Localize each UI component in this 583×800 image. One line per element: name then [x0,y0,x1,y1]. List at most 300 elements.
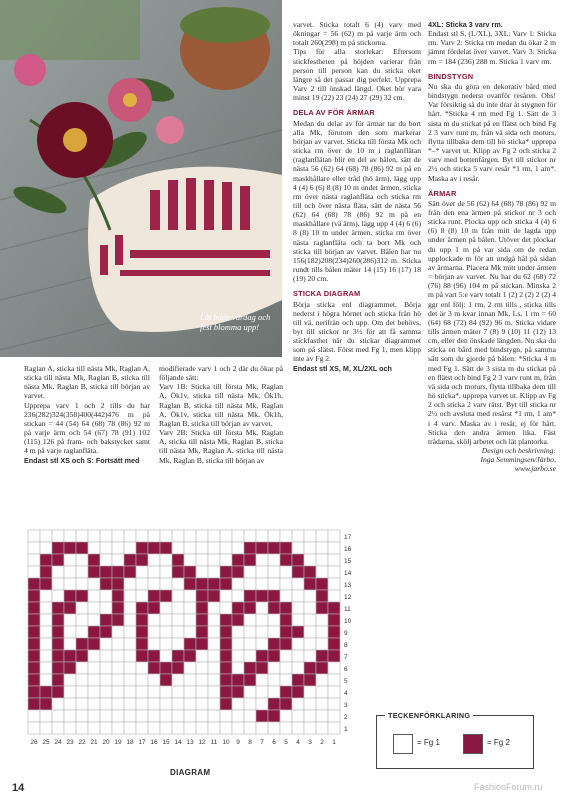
chart-col-label: 21 [90,739,98,746]
chart-cell [304,578,316,590]
chart-cell [208,674,220,686]
chart-cell [136,542,148,554]
chart-cell [232,614,244,626]
chart-cell [184,530,196,542]
chart-col-label: 2 [320,739,324,746]
chart-cell [328,650,340,662]
chart-row-label: 17 [344,534,352,541]
chart-col-label: 19 [114,739,122,746]
chart-cell [208,638,220,650]
chart-cell [328,626,340,638]
chart-cell [88,686,100,698]
chart-cell [100,650,112,662]
chart-cell [220,626,232,638]
chart-cell [256,542,268,554]
chart-cell [304,686,316,698]
chart-cell [304,626,316,638]
chart-cell [172,650,184,662]
chart-cell [88,710,100,722]
chart-cell [292,722,304,734]
chart-cell [148,638,160,650]
paragraph: Upprepa varv 1 och 2 tills du har 236(282)324(358)400(442)476 m på stickan = 44 (54) 64 (68) 78 (86) 92 m på varje ärm och 54 (67) 78 (91) 102 (115) 126 på fram- och bakstycket samt 4 m på varje raglanfläta. [24,400,150,456]
chart-cell [28,662,40,674]
chart-cell [28,626,40,638]
chart-col-label: 15 [162,739,170,746]
chart-cell [64,566,76,578]
chart-cell [316,686,328,698]
chart-cell [208,542,220,554]
chart-cell [136,698,148,710]
chart-title: DIAGRAM [170,768,211,777]
chart-cell [100,614,112,626]
chart-cell [112,602,124,614]
chart-cell [304,566,316,578]
chart-cell [136,674,148,686]
chart-cell [316,722,328,734]
chart-row-label: 15 [344,558,352,565]
chart-cell [232,542,244,554]
chart-row-label: 16 [344,546,352,553]
chart-cell [208,698,220,710]
chart-cell [40,662,52,674]
chart-cell [100,638,112,650]
chart-cell [268,650,280,662]
chart-cell [52,686,64,698]
chart-col-label: 12 [198,739,206,746]
chart-cell [184,686,196,698]
chart-cell [256,566,268,578]
chart-cell [244,566,256,578]
chart-cell [244,614,256,626]
text-column-1 [24,364,150,465]
chart-cell [184,578,196,590]
chart-cell [184,698,196,710]
chart-cell [52,566,64,578]
chart-cell [64,650,76,662]
chart-col-label: 14 [174,739,182,746]
chart-cell [88,542,100,554]
chart-cell [280,566,292,578]
chart-cell [256,698,268,710]
chart-cell [208,662,220,674]
chart-cell [64,602,76,614]
chart-cell [184,542,196,554]
text-column-4 [428,20,556,474]
chart-cell [304,614,316,626]
chart-cell [112,614,124,626]
chart-cell [76,566,88,578]
chart-cell [220,542,232,554]
chart-cell [292,566,304,578]
chart-cell [292,674,304,686]
chart-cell [136,626,148,638]
chart-cell [28,602,40,614]
chart-cell [172,626,184,638]
chart-cell [88,674,100,686]
chart-cell [328,638,340,650]
flowers-photo [0,0,282,357]
chart-cell [184,602,196,614]
chart-cell [40,542,52,554]
chart-cell [172,554,184,566]
chart-cell [208,650,220,662]
chart-cell [88,638,100,650]
chart-cell [268,626,280,638]
chart-col-label: 25 [42,739,50,746]
chart-cell [304,662,316,674]
chart-col-label: 24 [54,739,62,746]
chart-cell [232,638,244,650]
legend-swatch-fg1 [393,734,413,754]
chart-cell [52,650,64,662]
chart-cell [316,710,328,722]
chart-cell [64,554,76,566]
chart-col-label: 18 [126,739,134,746]
chart-cell [304,554,316,566]
chart-cell [76,710,88,722]
chart-cell [160,650,172,662]
chart-cell [220,602,232,614]
chart-cell [256,722,268,734]
chart-cell [124,602,136,614]
chart-cell [256,614,268,626]
chart-cell [256,578,268,590]
chart-cell [268,566,280,578]
chart-cell [172,578,184,590]
chart-cell [280,530,292,542]
chart-cell [208,554,220,566]
chart-cell [52,602,64,614]
chart-cell [160,566,172,578]
chart-col-label: 8 [248,739,252,746]
chart-cell [292,650,304,662]
paragraph: Varv 2B: Sticka till första Mk, Raglan A, sticka till nästa Mk, Raglan B, sticka till nästa Mk, Raglan A, sticka till nästa Mk, Raglan B, sticka till början av [159,428,283,465]
chart-cell [28,638,40,650]
chart-cell [328,590,340,602]
chart-cell [256,686,268,698]
chart-cell [292,698,304,710]
chart-cell [28,710,40,722]
chart-col-label: 4 [296,739,300,746]
legend-label-fg2: = Fg 2 [487,738,510,747]
chart-cell [196,662,208,674]
chart-cell [244,710,256,722]
chart-cell [304,710,316,722]
chart-cell [232,722,244,734]
chart-cell [52,674,64,686]
chart-cell [112,698,124,710]
signature-line: www.jarbo.se [514,464,556,474]
chart-col-label: 26 [30,739,38,746]
chart-cell [100,542,112,554]
chart-cell [328,602,340,614]
chart-cell [268,722,280,734]
chart-cell [52,542,64,554]
chart-cell [64,638,76,650]
chart-cell [256,626,268,638]
chart-cell [184,554,196,566]
chart-cell [124,698,136,710]
chart-cell [196,626,208,638]
chart-cell [244,542,256,554]
chart-cell [196,650,208,662]
chart-cell [316,554,328,566]
chart-col-label: 5 [284,739,288,746]
chart-cell [148,626,160,638]
chart-cell [76,698,88,710]
chart-cell [184,662,196,674]
chart-cell [124,578,136,590]
chart-cell [208,602,220,614]
chart-cell [220,590,232,602]
chart-cell [100,530,112,542]
chart-cell [292,638,304,650]
chart-cell [244,602,256,614]
chart-cell [316,626,328,638]
chart-cell [184,638,196,650]
chart-col-label: 3 [308,739,312,746]
chart-cell [244,722,256,734]
chart-cell [208,722,220,734]
chart-cell [196,542,208,554]
chart-row-label: 13 [344,582,352,589]
chart-cell [280,626,292,638]
chart-cell [28,698,40,710]
chart-cell [256,590,268,602]
chart-cell [148,662,160,674]
chart-cell [76,650,88,662]
chart-cell [304,530,316,542]
chart-cell [280,674,292,686]
chart-cell [184,650,196,662]
chart-cell [124,614,136,626]
chart-cell [52,626,64,638]
chart-cell [316,698,328,710]
chart-cell [124,674,136,686]
section-heading: DELA AV FÖR ÄRMAR [293,108,375,118]
chart-cell [148,566,160,578]
chart-cell [316,578,328,590]
chart-cell [160,530,172,542]
chart-cell [328,698,340,710]
signature-line: Inga Semmingsen/Järbo, [480,455,556,465]
chart-cell [184,590,196,602]
chart-cell [328,674,340,686]
chart-row-label: 14 [344,570,352,577]
chart-cell [136,686,148,698]
chart-cell [76,590,88,602]
chart-cell [40,722,52,734]
chart-cell [280,614,292,626]
chart-col-label: 1 [332,739,336,746]
chart-cell [52,578,64,590]
chart-cell [124,542,136,554]
chart-cell [148,686,160,698]
chart-cell [244,638,256,650]
chart-cell [208,614,220,626]
text-column-2 [159,364,283,465]
chart-cell [76,554,88,566]
chart-cell [136,710,148,722]
chart-cell [220,530,232,542]
chart-cell [280,590,292,602]
chart-cell [280,578,292,590]
chart-cell [196,614,208,626]
chart-cell [148,602,160,614]
chart-cell [316,590,328,602]
chart-cell [160,554,172,566]
chart-cell [40,626,52,638]
chart-cell [112,578,124,590]
chart-cell [88,566,100,578]
chart-col-label: 6 [272,739,276,746]
chart-cell [148,710,160,722]
chart-cell [256,662,268,674]
chart-cell [304,542,316,554]
chart-cell [328,530,340,542]
chart-cell [64,542,76,554]
chart-cell [208,578,220,590]
chart-cell [112,542,124,554]
size-note: Endast stl XS och S: Fortsätt med [24,455,140,465]
chart-cell [220,674,232,686]
paragraph: Medan du delar av för ärmar tar du bort alla Mk, förutom den som markerar början av varvet. Sticka till första Mk och sticka rm över de 10 m i raglanflätan (raglanflätan blir en del av bålen, sätt de nästa 56 (62) 64 (68) 78 (86) 92 m på en maskhållare eller tråd (hö ärm), lägg upp 4 (4) 6 (6) 8 (8) 10 m under ärmen, sticka rm över nästa raglanfläta och sticka rm till och över nästa fläta, sätt de nästa 56 (62) 64 (68) 78 (86) 92 m på en maskhållare (vä ärm), lägg upp 4 (4) 6 (6) 8 (8) 10 m under ärmen, sticka rm över nästa raglanfläta och ta bort Mk och sticka till början av varvet. Bålen har nu 156(182)208(234)260(286)312 m. Sticka rundt tills bålen mäter 14 (15) 16 (17) 18 (19) 20 cm. [293,118,421,284]
chart-cell [244,686,256,698]
chart-cell [316,542,328,554]
chart-cell [268,554,280,566]
paragraph: Endast stl S, (L/XL), 3XL: Varv 1: Sticka rm. Varv 2: Sticka rm medan du ökar 2 m jämnt fördelat över varvet. Varv 3: Sticka rm = 184 (236) 288 m. Sticka 1 varv rm. [428,29,556,66]
chart-cell [64,662,76,674]
chart-cell [28,578,40,590]
chart-cell [100,662,112,674]
chart-cell [184,626,196,638]
chart-row-label: 4 [344,690,348,697]
chart-cell [52,662,64,674]
chart-cell [52,530,64,542]
chart-cell [232,590,244,602]
chart-cell [124,686,136,698]
chart-cell [256,602,268,614]
chart-cell [40,710,52,722]
chart-cell [172,566,184,578]
chart-cell [268,638,280,650]
chart-cell [88,650,100,662]
chart-cell [196,566,208,578]
chart-cell [100,566,112,578]
chart-cell [124,554,136,566]
chart-cell [112,722,124,734]
chart-cell [136,554,148,566]
chart-cell [292,686,304,698]
chart-cell [40,638,52,650]
chart-cell [136,590,148,602]
chart-cell [88,662,100,674]
chart-cell [148,614,160,626]
size-note: 4XL: Sticka 3 varv rm. [428,20,503,29]
text-column-3 [293,20,421,373]
size-note: Endast stl XS, M, XL/2XL och [293,363,392,373]
chart-cell [172,614,184,626]
chart-col-label: 13 [186,739,194,746]
chart-svg [26,528,366,764]
chart-cell [40,650,52,662]
chart-cell [112,662,124,674]
chart-cell [76,578,88,590]
chart-cell [172,530,184,542]
chart-cell [52,614,64,626]
chart-cell [64,590,76,602]
chart-cell [28,542,40,554]
chart-cell [256,638,268,650]
chart-cell [88,722,100,734]
chart-cell [40,674,52,686]
chart-cell [76,626,88,638]
chart-cell [316,662,328,674]
chart-cell [172,698,184,710]
chart-col-label: 23 [66,739,74,746]
chart-cell [316,650,328,662]
chart-cell [160,638,172,650]
chart-cell [196,578,208,590]
paragraph: modifierade varv 1 och 2 där du ökar på följande sätt: [159,364,283,383]
chart-cell [160,578,172,590]
chart-cell [88,590,100,602]
chart-cell [52,590,64,602]
chart-cell [160,686,172,698]
chart-col-label: 16 [150,739,158,746]
chart-row-label: 1 [344,726,348,733]
chart-cell [112,626,124,638]
chart-cell [304,590,316,602]
chart-col-label: 20 [102,739,110,746]
chart-cell [160,674,172,686]
chart-cell [76,722,88,734]
chart-cell [280,686,292,698]
chart-cell [196,722,208,734]
section-heading: ÄRMAR [428,188,457,198]
page-number: 14 [12,782,25,794]
chart-cell [172,674,184,686]
chart-cell [280,638,292,650]
chart-cell [76,674,88,686]
paragraph: Sätt över de 56 (62) 64 (68) 78 (86) 92 m från den ena ärmen på stickor nr 3 och sticka runt. Plocka upp och sticka 4 (4) 6 (6) 8 (8) 10 m från mitt de lagda upp under ärmen på bålen. Utöver det plockar du upp 1 m på var sida om de redan upplockade m för att undgå hål på sidan av ärmarna. Placera Mk mitt under ärmen = början av varvet. Nu har du 62 (68) 72 (76) 88 (96) 104 m på stickan. Minska 2 m på vart 5:e varv totalt 1 (2) 2 (2) 2 (2) 4 ggr enl följ: 1 rm, 2 rm tills , sticka tills det är 3 m kvar innan Mk, Ls, 1 rm = 60 (64) 68 (72) 84 (92) 96 m. Sticka vidare tills ärmen mäter 7 (8) 9 (10) 11 (12) 13 cm, eller den önskade längden. Nu ska du sticka en bård med bindstygn, på samma sätt som du gjorde på bålen: *Sticka 4 m med Fg 1. Sätt de 3 sista m du stickat på en flätst och bind Fg 2 3 varv runt m, från vä sida och moturs, flytta tillbaka dem till hö sticka*, upprepa varvet ut. Klipp av Fg 2 och sticka 2 varv rätst. Byt till sticka nr 2½ och avsluta med resårst *1 rm, 1 am* i 4 varv. Maska av i resår, ej för hårt. Sticka den andra ärmen lika. Fäst trådarna, skölj arbetet och lät plantorka. [428,198,557,446]
chart-cell [268,686,280,698]
knitting-chart [26,528,366,769]
chart-cell [232,674,244,686]
chart-cell [88,602,100,614]
chart-cell [52,710,64,722]
chart-cell [28,566,40,578]
chart-cell [328,662,340,674]
photo [0,0,282,357]
chart-cell [148,554,160,566]
chart-cell [280,602,292,614]
chart-cell [124,638,136,650]
chart-cell [100,710,112,722]
legend-label-fg1: = Fg 1 [417,738,440,747]
chart-cell [292,602,304,614]
chart-cell [220,650,232,662]
chart-cell [244,662,256,674]
chart-cell [136,638,148,650]
chart-cell [220,710,232,722]
chart-row-label: 9 [344,630,348,637]
chart-cell [40,602,52,614]
chart-cell [52,554,64,566]
chart-cell [196,698,208,710]
chart-cell [196,590,208,602]
chart-cell [112,590,124,602]
